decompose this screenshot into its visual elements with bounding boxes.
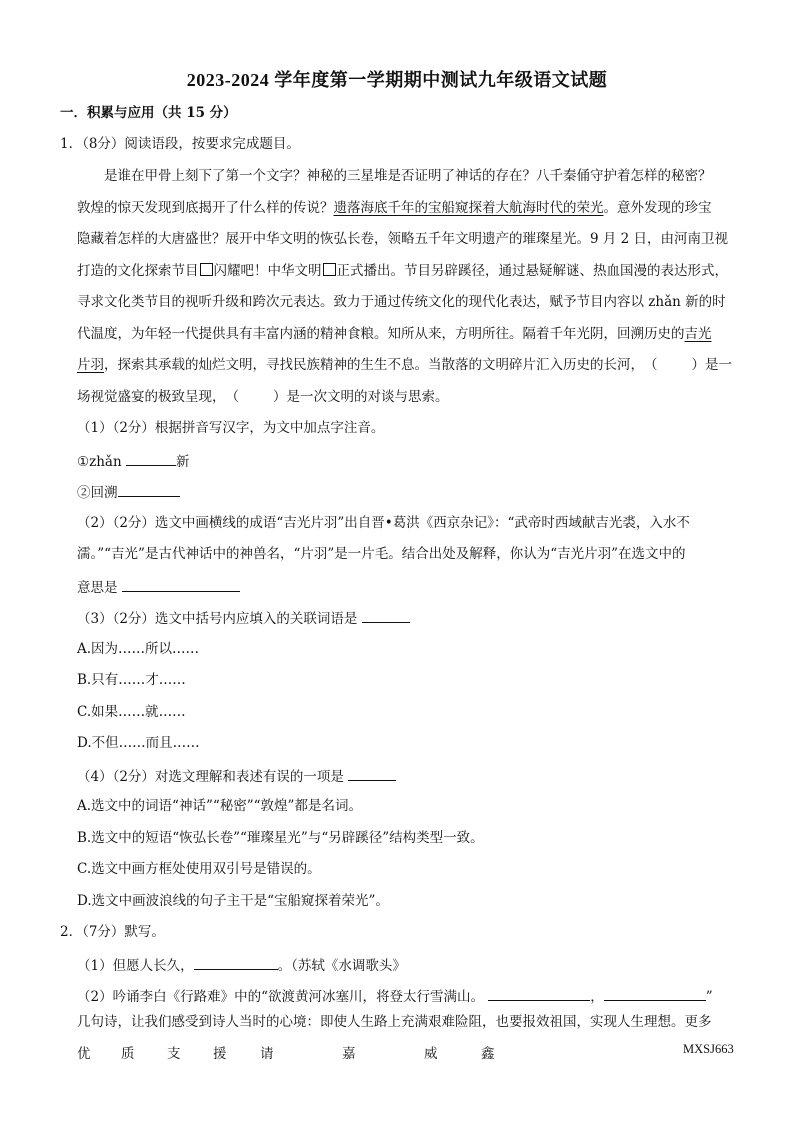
- item-text: 。（苏轼《水调歌头》: [277, 958, 406, 974]
- option-d[interactable]: D.选文中画波浪线的句子主干是“宝船窥探着荣光”。: [77, 893, 389, 909]
- page-title: 2023-2024 学年度第一学期期中测试九年级语文试题: [186, 70, 608, 90]
- item-text: 新: [175, 454, 190, 470]
- option-b[interactable]: B.只有……才……: [77, 672, 186, 688]
- footer-char: 优: [77, 1046, 91, 1062]
- passage-text: 代温度，为年轻一代提供具有丰富内涵的精神食粮。知所从来，方明所往。隔着千年光阴，回溯历史的: [77, 326, 685, 342]
- footer-char: 威: [424, 1046, 438, 1062]
- footer-char: 鑫: [481, 1046, 495, 1062]
- program-name: 闪耀吧！中华文明: [213, 263, 322, 279]
- passage-line-3: 隐藏着怎样的大唐盛世？展开中华文明的恢弘长卷，领略五千年文明遗产的璀璨星光。9 月 2 日，由河南卫视: [77, 231, 729, 247]
- square-box-mark: [200, 263, 213, 276]
- answer-blank[interactable]: [126, 451, 176, 466]
- sub-question-1-item-a: [77, 451, 189, 471]
- wavy-underlined-sentence: 遗落海底千年的宝船窥探着大航海时代的荣光: [333, 200, 604, 216]
- passage-text: ，探索其承载的灿烂文明，寻找民族精神的生生不息。当散落的文明碎片汇入历史的长河，: [104, 357, 644, 373]
- passage-line-6: [77, 325, 712, 343]
- item-text: ”: [705, 989, 713, 1005]
- answer-blank[interactable]: [122, 577, 240, 592]
- q2-sub-question-2: [77, 986, 713, 1006]
- item-text: ，: [590, 989, 604, 1005]
- sub-question-2-line-3: [77, 577, 240, 597]
- question-2-heading: 2．（7分）默写。: [60, 924, 165, 940]
- underlined-idiom: 片羽: [77, 357, 104, 373]
- passage-text: 敦煌的惊天发现到底揭开了什么样的传说？: [77, 200, 334, 216]
- question-1-heading: 1．（8分）阅读语段，按要求完成题目。: [60, 136, 300, 152]
- option-c[interactable]: C.如果……就……: [77, 704, 186, 720]
- square-box-mark: [323, 263, 336, 276]
- option-a[interactable]: A.因为……所以……: [77, 641, 200, 657]
- option-a[interactable]: A.选文中的词语“神话”“秘密”“敦煌”都是名词。: [77, 798, 362, 814]
- item-text: 意思是: [77, 580, 118, 596]
- passage-line-2: [77, 199, 712, 217]
- item-text: （1）但愿人长久，: [77, 958, 194, 974]
- sub-question-2-line-1: （2）（2分）选文中画横线的成语“吉光片羽”出自晋•葛洪《西京杂记》：“武帝时西域献吉光裘，入水不: [77, 515, 690, 531]
- answer-blank[interactable]: [488, 986, 590, 1001]
- word-label: ②回溯: [77, 485, 118, 501]
- option-d[interactable]: D.不但……而且……: [77, 735, 200, 751]
- answer-blank[interactable]: [348, 766, 396, 781]
- sub-question-1: （1）（2分）根据拼音写汉字，为文中加点字注音。: [77, 420, 385, 436]
- q2-sub-question-1: [77, 955, 406, 975]
- footer-char: 请: [260, 1046, 274, 1062]
- footer-char: 嘉: [342, 1046, 356, 1062]
- answer-blank[interactable]: [194, 955, 278, 970]
- item-text: （3）（2分）选文中括号内应填入的关联词语是: [77, 611, 358, 627]
- passage-line-7: 片羽，探索其承载的灿烂文明，寻找民族精神的生生不息。当散落的文明碎片汇入历史的长河，（ ）是一: [77, 357, 732, 373]
- footer-char: 支: [167, 1046, 181, 1062]
- pinyin-label: ①zhǎn: [77, 454, 122, 470]
- footer-char: 援: [213, 1046, 227, 1062]
- sub-question-2-line-2: 濡。”“吉光”是古代神话中的神兽名，“片羽”是一片毛。结合出处及解释，你认为“吉光片羽”在选文中的: [77, 546, 686, 562]
- answer-blank[interactable]: [604, 986, 706, 1001]
- item-text: （2）吟诵李白《行路难》中的“欲渡黄河冰塞川，将登太行雪满山。: [77, 989, 484, 1005]
- section-heading: 一．积累与应用（共 15 分）: [60, 105, 237, 121]
- footer-char: 质: [121, 1046, 135, 1062]
- answer-blank[interactable]: [118, 482, 180, 497]
- q2-sub-question-2-line-2: 几句诗，让我们感受到诗人当时的心境：即使人生路上充满艰难险阻，也要报效祖国，实现人生理想。更多: [77, 1014, 712, 1030]
- underlined-idiom: 吉光: [684, 326, 712, 342]
- answer-blank[interactable]: [362, 608, 410, 623]
- sub-question-4: [77, 766, 396, 786]
- passage-line-5: 寻求文化类节目的视听升级和跨次元表达。致力于通过传统文化的现代化表达，赋予节目内容以 zhǎn 新的时: [77, 294, 726, 310]
- sub-question-3: [77, 608, 410, 628]
- item-text: （4）（2分）对选文理解和表述有误的一项是: [77, 769, 344, 785]
- passage-line-8: 场视觉盛宴的极致呈现，（ ）是一次文明的对谈与思索。: [77, 389, 449, 405]
- option-b[interactable]: B.选文中的短语“恢弘长卷”“璀璨星光”与“另辟蹊径”结构类型一致。: [77, 830, 484, 846]
- passage-text: 是一次文明的对谈与思索。: [286, 389, 449, 405]
- passage-text: 打造的文化探索节目: [77, 263, 199, 279]
- passage-text: 。意外发现的珍宝: [603, 200, 712, 216]
- passage-text: 场视觉盛宴的极致呈现，: [77, 389, 226, 405]
- sub-question-1-item-b: [77, 482, 180, 502]
- passage-text: 正式播出。节目另辟蹊径，通过悬疑解谜、热血国漫的表达形式，: [336, 263, 728, 279]
- passage-line-4: [77, 262, 728, 280]
- passage-line-1: 是谁在甲骨上刻下了第一个文字？神秘的三星堆是否证明了神话的存在？八千秦俑守护着怎样的秘密？: [104, 168, 712, 184]
- option-c[interactable]: C.选文中画方框处使用双引号是错误的。: [77, 861, 321, 877]
- passage-text: 是一: [705, 357, 732, 373]
- footer-code: MXSJ663: [683, 1042, 734, 1056]
